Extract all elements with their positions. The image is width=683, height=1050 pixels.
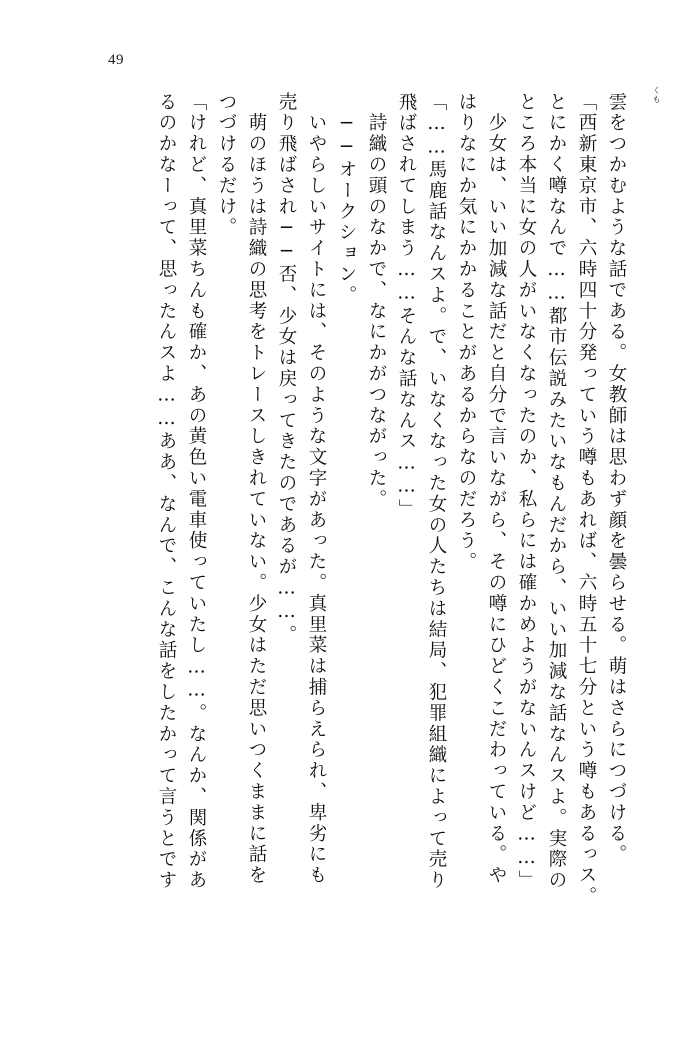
text-line: とにかく噂なんで……都市伝説みたいなもんだから、いい加減な話なんスよ。実際の: [546, 92, 567, 892]
text-line: 少女は、いい加減な話だと自分で言いながら、その噂にひどくこだわっている。や: [486, 92, 507, 887]
text-line: はりなにか気にかかることがあるからなのだろう。: [456, 92, 477, 573]
text-line: ところ本当に女の人がいなくなったのか、私らには確かめようがないんスけど……」: [516, 92, 537, 892]
text-line: 萌のほうは詩織の思考をトレースしきれていない。少女はただ思いつくままに話を: [246, 92, 267, 887]
text-line: いやらしいサイトには、そのような文字があった。真里菜は捕らえられ、卑劣にも: [306, 92, 327, 887]
text-line: つづけるだけ。: [216, 92, 237, 239]
text-line: 詩織の頭のなかで、なにかがつながった。: [366, 92, 387, 510]
text-line: 「けれど、真里菜ちんも確か、あの黄色い電車使っていたし……。なんか、関係があ: [186, 92, 207, 892]
vertical-text-block: [60, 92, 631, 972]
page-number: 49: [108, 52, 124, 68]
text-line: 「西新東京市、六時四十分発っていう噂もあれば、六時五十七分という噂もあるっス。: [576, 92, 597, 908]
ruby-annotation: くも: [652, 86, 661, 104]
text-line: 「……馬鹿話なんスよ。で、いなくなった女の人たちは結局、犯罪組織によって売り: [426, 92, 447, 892]
text-line: 売り飛ばされ──否、少女は戻ってきたのであるが……。: [276, 92, 297, 646]
text-line: 飛ばされてしまう……そんな話なんス……」: [396, 92, 417, 520]
text-line: ──オークション。: [336, 92, 357, 306]
text-line: 雲をつかむような話である。女教師は思わず顔を曇らせる。萌はさらにつづける。: [606, 92, 627, 866]
text-line: るのかなーって、思ったんスよ……ああ、なんで、こんな話をしたかって言うとです: [156, 92, 177, 892]
